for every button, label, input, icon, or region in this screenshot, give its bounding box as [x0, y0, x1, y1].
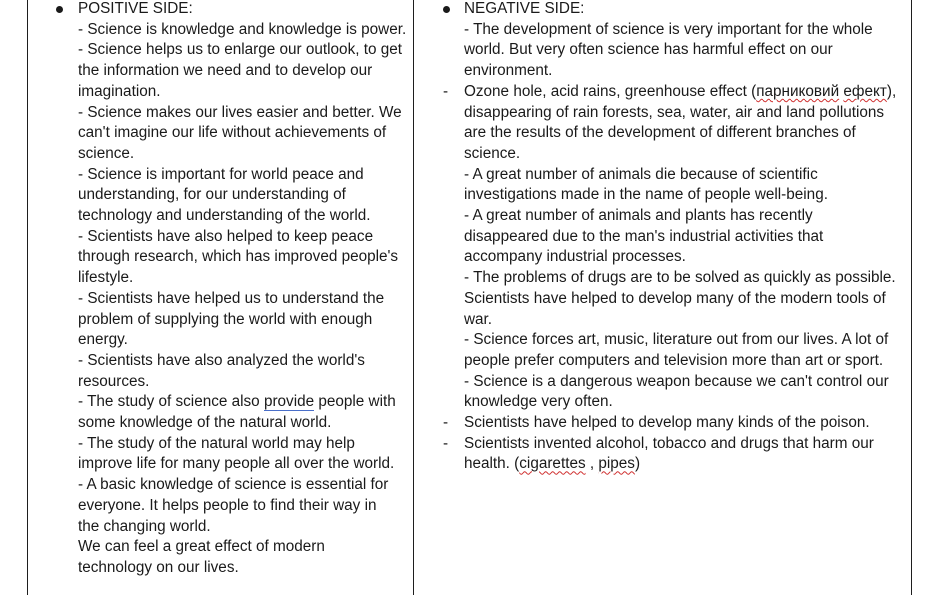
paragraph-line: Scientists have helped to develop many kinds of the poison.: [464, 414, 870, 431]
paragraph-line: some knowledge of the natural world.: [78, 414, 332, 431]
dash-marker: -: [443, 82, 449, 100]
paragraph-line: - Science forces art, music, literature out from our lives. A lot of: [464, 331, 889, 349]
paragraph-line: problem of supplying the world with enough: [78, 310, 373, 328]
paragraph-line: improve life for many people all over the world.: [78, 455, 395, 473]
paragraph-line: through research, which has improved people's: [78, 248, 399, 266]
paragraph-line: [464, 454, 640, 475]
paragraph-line: people prefer computers and television more than art or sport.: [464, 351, 884, 369]
paragraph-line: technology and understanding of the world.: [78, 207, 371, 224]
paragraph-line: understanding, for our understanding of: [78, 186, 346, 204]
paragraph-line: We can feel a great effect of modern: [78, 538, 325, 556]
positive-heading: POSITIVE SIDE:: [78, 0, 193, 17]
paragraph-line: disappeared due to the man's industrial activities that: [464, 227, 824, 245]
spellcheck-word: pipes: [598, 455, 635, 473]
bullet-icon: [56, 6, 63, 13]
table-border-right: [911, 0, 912, 595]
paragraph-line: accompany industrial processes.: [464, 248, 686, 266]
paragraph-line: - The development of science is very important for the whole: [464, 20, 873, 38]
paragraph-line: are the results of the development of different branches of: [464, 124, 856, 142]
text-segment: Ozone hole, acid rains, greenhouse effect (: [464, 82, 757, 100]
paragraph-line: - Science makes our lives easier and better. We: [78, 103, 402, 121]
paragraph-line: everyone. It helps people to find their way in: [78, 496, 377, 514]
paragraph-line: - A great number of animals die because of scientific: [464, 165, 818, 183]
paragraph-line: Scientists invented alcohol, tobacco and drugs that harm our: [464, 434, 874, 452]
dash-marker: -: [443, 414, 449, 431]
paragraph-line: energy.: [78, 331, 128, 349]
paragraph-line: the changing world.: [78, 517, 211, 535]
spellcheck-word: cigarettes: [519, 455, 586, 473]
text-segment: ),: [886, 82, 897, 100]
paragraph-line: knowledge very often.: [464, 393, 613, 411]
paragraph-line: Scientists have helped to develop many of the modern tools of: [464, 289, 886, 307]
paragraph-line: environment.: [464, 62, 553, 80]
provide-link[interactable]: provide: [263, 393, 315, 411]
paragraph-line: world. But very often science has harmful effect on our: [464, 41, 833, 59]
text-segment: people with: [314, 393, 396, 411]
paragraph-line: - Science is important for world peace and: [78, 165, 364, 183]
paragraph-line: [78, 392, 396, 413]
table-border-left: [27, 0, 28, 595]
paragraph-line: - Science is a dangerous weapon because we can't control our: [464, 372, 889, 390]
paragraph-line: - Science helps us to enlarge our outlook, to get: [78, 41, 402, 59]
negative-heading: NEGATIVE SIDE:: [464, 0, 585, 17]
paragraph-line: - The study of the natural world may help: [78, 434, 355, 452]
text-segment: health. (: [464, 455, 520, 473]
text-segment: ): [634, 455, 641, 473]
paragraph-line: science.: [464, 144, 521, 162]
paragraph-line: - Science is knowledge and knowledge is power.: [78, 20, 407, 38]
text-segment: ,: [585, 455, 599, 473]
bullet-icon: [443, 6, 450, 13]
paragraph-line: technology on our lives.: [78, 558, 239, 576]
paragraph-line: - The problems of drugs are to be solved as quickly as possible.: [464, 269, 896, 287]
table-border-middle: [413, 0, 414, 595]
paragraph-line: - A great number of animals and plants has recently: [464, 207, 813, 224]
paragraph-line: imagination.: [78, 82, 161, 100]
paragraph-line: - Scientists have also analyzed the world's: [78, 351, 365, 369]
paragraph-line: - Scientists have also helped to keep peace: [78, 227, 374, 245]
spellcheck-word: ефект: [843, 82, 887, 100]
paragraph-line: disappearing of rain forests, sea, water, air and land pollutions: [464, 103, 885, 121]
paragraph-line: lifestyle.: [78, 269, 134, 287]
dash-marker: -: [443, 434, 449, 452]
paragraph-line: [464, 82, 896, 103]
paragraph-line: can't imagine our life without achievements of: [78, 124, 387, 142]
text-segment: - The study of science also: [78, 393, 264, 411]
paragraph-line: war.: [464, 310, 493, 328]
paragraph-line: investigations made in the name of people well-being.: [464, 186, 828, 204]
paragraph-line: the information we need and to develop our: [78, 62, 373, 80]
spellcheck-word: парниковий: [756, 82, 840, 100]
paragraph-line: - Scientists have helped us to understand the: [78, 289, 385, 307]
paragraph-line: science.: [78, 144, 135, 162]
paragraph-line: resources.: [78, 372, 150, 390]
paragraph-line: - A basic knowledge of science is essential for: [78, 476, 389, 494]
